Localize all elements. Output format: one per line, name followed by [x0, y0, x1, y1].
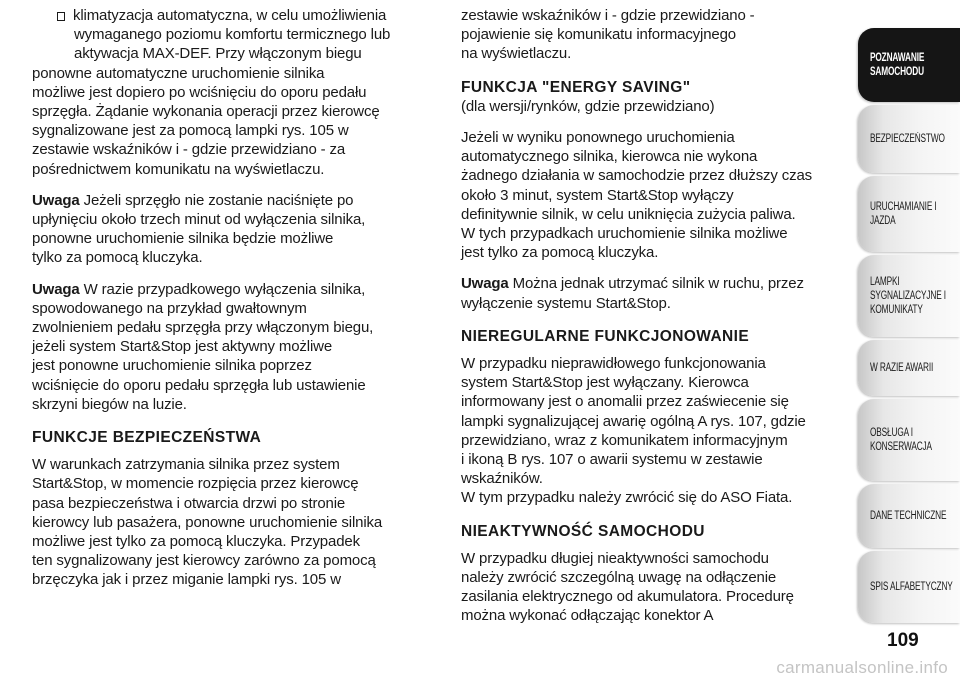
text-line: skrzyni biegów na luzie.: [32, 395, 187, 413]
tab-label-line: DANE TECHNICZNE: [870, 510, 947, 522]
tab-label-line: W RAZIE AWARII: [870, 362, 934, 374]
text-line: przewidziano, wraz z komunikatem informacyjnym: [461, 431, 788, 449]
text-line: sygnalizowane jest za pomocą lampki rys. 105 w: [32, 122, 349, 140]
tab-label-line: JAZDA: [870, 215, 896, 227]
text-line: W tym przypadku należy zwrócić się do ASO Fiata.: [461, 489, 793, 507]
text-line: należy zwrócić szczególną uwagę na odłączenie: [461, 569, 777, 587]
text-line: zasilania elektrycznego od akumulatora. Procedurę: [461, 588, 794, 606]
text-line: można wykonać odłączając konektor A: [461, 607, 714, 625]
page-number: 109: [887, 630, 919, 651]
tab-spis-alfabetyczny[interactable]: [858, 551, 960, 623]
text-line: W warunkach zatrzymania silnika przez system: [32, 456, 340, 474]
tab-obsluga-konserwacja[interactable]: [858, 399, 960, 481]
text-line: i ikoną B rys. 107 o awarii systemu w zestawie: [461, 451, 763, 469]
text-line: tylko za pomocą kluczyka.: [32, 249, 203, 267]
paragraph-malfunction: [461, 354, 851, 508]
text-line: ten sygnalizowany jest kierowcy zarówno za pomocą: [32, 552, 376, 570]
text-line: pośrednictwem komunikatu na wyświetlaczu.: [32, 160, 325, 178]
text-line: brzęczyka jak i przez miganie lampki rys. 105 w: [32, 571, 341, 589]
text-line: W tych przypadkach uruchomienie silnika możliwe: [461, 225, 788, 243]
text-line: jeżeli system Start&Stop jest aktywny możliwe: [32, 338, 333, 356]
text-line: informowany jest o anomalii przez zaświecenie się: [461, 393, 789, 411]
text-line: możliwe jest dopiero po wciśnięciu do oporu pedału: [32, 83, 367, 101]
text-line: możliwe jest tylko za pomocą kluczyka. Przypadek: [32, 533, 360, 551]
text-line: Można jednak utrzymać silnik w ruchu, przez: [508, 275, 804, 293]
bullet-item: [32, 6, 440, 64]
tab-w-razie-awarii[interactable]: [858, 340, 960, 396]
note-label: Uwaga: [32, 280, 80, 298]
tab-label-line: SYGNALIZACYJNE I: [870, 290, 946, 302]
text-line: lampki sygnalizującej awarię ogólną A rys. 107, gdzie: [461, 412, 806, 430]
tab-label-line: KONSERWACJA: [870, 441, 932, 453]
text-line: Jeżeli sprzęgło nie zostanie naciśnięte po: [79, 191, 354, 209]
paragraph-safety: [32, 455, 440, 589]
text-line: automatycznego silnika, kierowca nie wykona: [461, 148, 758, 166]
text-line: żadnego działania w samochodzie przez dłuższy czas: [461, 167, 813, 185]
text-line: wciśnięcie do oporu pedału sprzęgła lub ustawienie: [32, 376, 366, 394]
section-heading: FUNKCJE BEZPIECZEŃSTWA: [32, 429, 262, 447]
note-keep-running: [461, 274, 851, 312]
tab-poznawanie-samochodu[interactable]: [858, 28, 960, 102]
tab-label-line: SPIS ALFABETYCZNY: [870, 581, 953, 593]
text-line: W razie przypadkowego wyłączenia silnika,: [79, 280, 366, 298]
text-line: wskaźników.: [461, 470, 543, 488]
chapter-tabs: [858, 0, 960, 678]
paragraph-energy-saving: [461, 128, 851, 262]
text-line: około 3 minut, system Start&Stop wyłączy: [461, 186, 734, 204]
text-line: pojawienie się komunikatu informacyjnego: [461, 26, 736, 44]
bullet-line: aktywacja MAX-DEF. Przy włączonym biegu: [74, 45, 362, 63]
watermark: carmanualsonline.info: [776, 658, 948, 677]
text-line: W przypadku długiej nieaktywności samochodu: [461, 549, 769, 567]
text-line: jest tylko za pomocą kluczyka.: [461, 244, 659, 262]
tab-lampki-sygnalizacyjne[interactable]: [858, 255, 960, 337]
note-label: Uwaga: [32, 191, 80, 209]
tab-label-line: URUCHAMIANIE I: [870, 201, 937, 213]
tab-label-line: KOMUNIKATY: [870, 304, 923, 316]
bullet-line: klimatyzacja automatyczna, w celu umożliwienia: [73, 7, 387, 24]
text-line: W przypadku nieprawidłowego funkcjonowania: [461, 355, 766, 373]
text-line: Start&Stop, w momencie rozpięcia przez kierowcę: [32, 475, 359, 493]
section-heading: FUNKCJA "ENERGY SAVING": [461, 78, 691, 96]
paragraph-continuation: [461, 6, 851, 64]
text-line: wyłączenie systemu Start&Stop.: [461, 294, 671, 312]
tab-uruchamianie-jazda[interactable]: [858, 176, 960, 252]
tab-label-line: SAMOCHODU: [870, 66, 924, 78]
checkbox-bullet-icon: [57, 12, 65, 21]
note-label: Uwaga: [461, 275, 509, 293]
tab-bezpieczenstwo[interactable]: [858, 105, 960, 173]
tab-label-line: POZNAWANIE: [870, 52, 925, 64]
paragraph-restart: [32, 64, 440, 179]
note-accidental-stop: [32, 280, 440, 414]
left-column: [32, 6, 440, 602]
text-line: ponowne uruchomienie silnika będzie możliwe: [32, 230, 334, 248]
text-line: kierowcy lub pasażera, ponowne uruchomienie silnika: [32, 513, 383, 531]
tab-dane-techniczne[interactable]: [858, 484, 960, 548]
text-line: spowodowanego na przykład gwałtownym: [32, 299, 307, 317]
bullet-line: wymaganego poziomu komfortu termicznego lub: [74, 26, 391, 44]
tab-label-line: OBSŁUGA I: [870, 427, 913, 439]
text-line: na wyświetlaczu.: [461, 45, 572, 63]
text-line: system Start&Stop jest wyłączany. Kierowca: [461, 374, 749, 392]
note-clutch: [32, 191, 440, 268]
text-line: ponowne automatyczne uruchomienie silnika: [32, 64, 325, 82]
section-subheading: (dla wersji/rynków, gdzie przewidziano): [461, 97, 715, 115]
text-line: jest ponowne uruchomienie silnika poprzez: [32, 357, 312, 375]
text-line: Jeżeli w wyniku ponownego uruchomienia: [461, 129, 735, 147]
right-column: [461, 6, 851, 638]
text-line: zestawie wskaźników i - gdzie przewidziano -: [461, 7, 755, 24]
text-line: sprzęgła. Żądanie wykonania operacji przez kierowcę: [32, 103, 380, 121]
text-line: zwolnieniem pedału sprzęgła przy włączonym biegu,: [32, 319, 374, 337]
text-line: zestawie wskaźników i - gdzie przewidziano - za: [32, 141, 346, 159]
text-line: upłynięciu około trzech minut od wyłączenia silnika,: [32, 211, 366, 229]
section-heading: NIEREGULARNE FUNKCJONOWANIE: [461, 327, 750, 345]
section-heading: NIEAKTYWNOŚĆ SAMOCHODU: [461, 522, 705, 540]
tab-label-line: LAMPKI: [870, 276, 900, 288]
tab-label-line: BEZPIECZEŃSTWO: [870, 133, 945, 145]
text-line: pasa bezpieczeństwa i otwarcia drzwi po stronie: [32, 494, 346, 512]
text-line: definitywnie silnik, w celu uniknięcia zużycia paliwa.: [461, 205, 796, 223]
paragraph-inactivity: [461, 549, 851, 626]
